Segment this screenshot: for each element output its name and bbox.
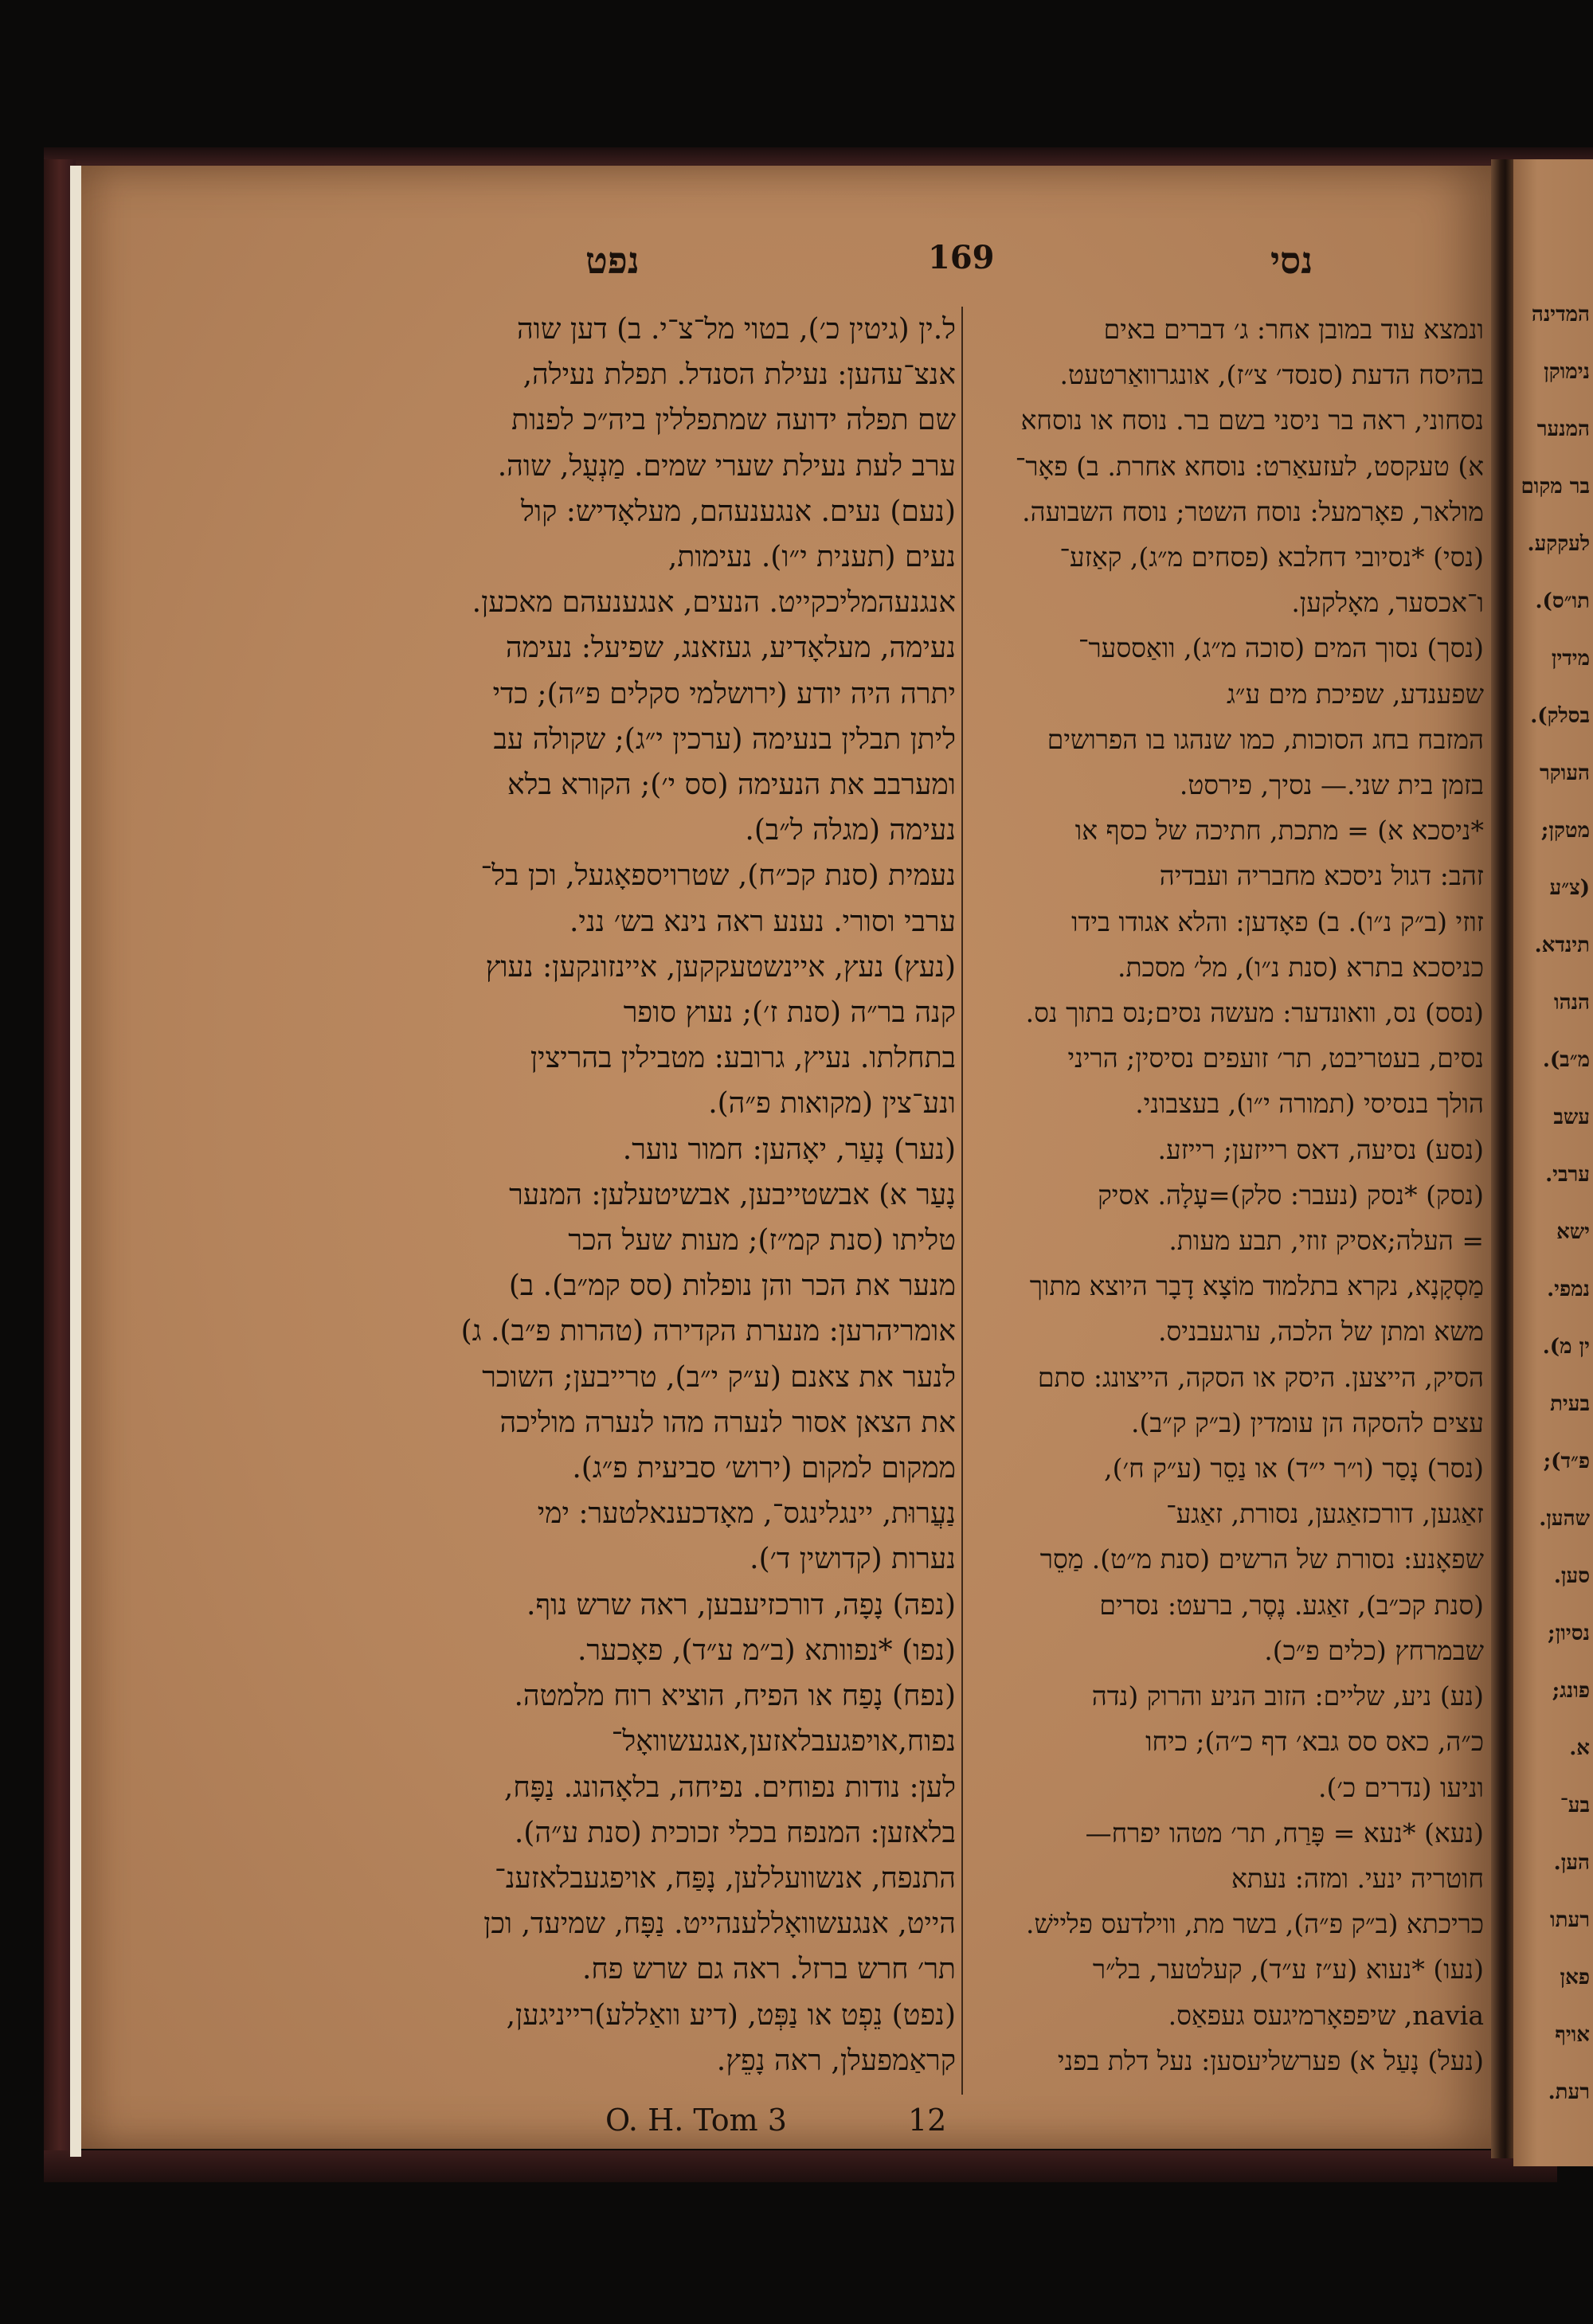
text-line-right: חוטריה ינעי. ומזה: נעתא [1231,1862,1484,1894]
text-line-right: = העלה;אסיק זוזי, תבע מעות. [1168,1225,1484,1257]
text-line-left: (נער) נָעַר, יאָהען: חמור נוער. [622,1133,956,1166]
text-line-right: וניעו (נדרים כ׳). [1318,1771,1484,1803]
text-line-right: נסים, בעטריבט, תר׳ זועפים נסיסין; הריני [1067,1043,1484,1074]
text-line-left: קנה בר״ה (סנת ז׳); נעוץ סופר [623,996,956,1030]
facing-page-text: ישא [1556,1220,1590,1244]
facing-page-text: פ״ד); [1543,1450,1590,1473]
text-line-right: הולך בנסיסי (תמורה י״ו), בעצבוני. [1135,1088,1484,1120]
book-cover-bottom-edge [44,2150,1557,2182]
text-line-right: *ניסכא א) = מתכת, חתיכה של כסף או [1074,815,1484,847]
facing-page-text: העוקר [1539,761,1590,785]
text-line-right: מַסְקָנָא, נקרא בתלמוד מוֹצָא דָבָר היוצא מתוך [1029,1270,1484,1302]
text-line-right: (נעל) נָעַל א) פערשליעסען: נעל דלת בפני [1057,2044,1484,2076]
text-line-left: אנצ־עהען: נעילת הסנדל. תפלת נעילה, [523,358,956,392]
text-line-right: (נעא) *נעא = פָּרַח, תר׳ מטהו יפרח— [1085,1817,1484,1849]
facing-page-text: המדינה [1531,303,1590,327]
facing-page-text: עשב [1553,1105,1590,1129]
facing-page-text: ערבי. [1545,1163,1590,1187]
facing-page-text: הען. [1553,1851,1590,1875]
text-line-right: (נע) ניע, שליים: הזוב הניע והרוק (נדה [1091,1680,1484,1712]
running-head-left: נפט [585,239,640,282]
text-line-left: ל.ין (גיטין כ׳), בטוי מל־צ־י. ב) דען שוה [516,313,956,346]
text-line-right: שפאָנע: נסורת של הרשים (סנת מ״ט). מַסֵר [1039,1543,1484,1575]
text-line-right: נסחוני, ראה בר ניסני בשם בר. נוסח או נוסחא [1020,405,1484,436]
facing-page-text: לעקקע. [1527,532,1590,556]
facing-page-text: רעת. [1548,2080,1590,2104]
text-line-left: בלאזען: המנפח בכלי זכוכית (סנת ע״ה). [514,1816,956,1849]
text-line-right: משא ומתן של הלכה, ערגעבניס. [1157,1316,1484,1348]
text-line-right: (נסס) נס, וואונדער: מעשה נסים;נס בתוך נס. [1025,997,1484,1029]
text-line-left: נעימה, מעלאָדיע, געזאנג, שפיעל: נעימה [505,632,956,665]
facing-page-text: המנער [1536,417,1590,441]
text-line-left: (נעץ) נעץ, איינשטעקקען, איינזונקען: נעוץ [485,950,956,984]
facing-page-text: פונג; [1552,1679,1590,1703]
text-line-left: נעים (תענית י״ו). נעימות, [667,541,956,574]
text-line-left: בתחלתו. נעיץ, גרובע: מטבילין בהריצין [530,1042,956,1075]
text-line-left: נעימה (מגלה ל״ב). [745,814,956,847]
facing-page-text: רעתו [1550,1908,1590,1932]
facing-page-text: תינדא. [1534,933,1590,957]
text-line-right: (נסע) נסיעה, דאס רייזען; רייזע. [1157,1133,1484,1165]
page-number: 169 [928,239,995,276]
text-line-right: זהב: דגול ניסכא מחבריה ועבדיה [1159,860,1484,892]
text-line-left: ונע־צין (מקואות פ״ה). [708,1087,956,1121]
text-line-left: טליתו (סנת קמ״ז); מעות שעל הכר [568,1224,956,1258]
text-line-left: יתרה היה יודע (ירושלמי סקלים פ״ה); כדי [492,677,956,710]
facing-page-text: בע־ [1560,1794,1590,1817]
running-head-right: נסי [1270,239,1313,282]
text-line-right: זוזי (ב״ק נ״ו). ב) פאָדען: והלא אגודו בידו [1071,906,1484,937]
text-line-right: ו־אכסער, מאָלקען. [1291,587,1484,619]
text-line-right: (נסר) נָסַר (ו״ר י״ד) או נַסֵר (ע״ק ח׳), [1104,1453,1484,1485]
text-line-left: אנגנעהמליכקייט. הנעים, אנגענעהם מאכען. [472,586,956,620]
facing-page-text: תו״ס). [1535,589,1590,613]
text-line-right: הסיק, הייצען. היסק או הסקה, הייצונג: סתם [1037,1361,1484,1393]
text-column-right [968,307,1484,2099]
facing-page-text: מ״ב). [1542,1048,1590,1072]
facing-page-text: (צ״ע [1549,876,1590,900]
facing-page-text: בר מקום [1521,475,1590,499]
text-line-left: ערב לעת נעילת שערי שמים. מַנְעֻל, שוה. [497,449,956,483]
text-line-left: (נפח) נָפַח או הפיח, הוציא רוח מלמטה. [514,1680,956,1713]
text-line-left: קראַמפעלן, ראה נָפֵץ. [716,2044,956,2077]
facing-page-text: נמפי. [1547,1277,1590,1301]
text-line-right: זאַגען, דורכזאַגען, נסורת, זאַגע־ [1165,1498,1484,1530]
printer-signature: O. H. Tom 3 [605,2103,787,2138]
text-line-left: (נעם) נעים. אנגענעהם, מעלאָדיש: קול [521,495,956,528]
facing-page-text: א. [1569,1736,1590,1760]
text-line-left: את הצאן אסור לנערה מהו לנערה מוליכה [499,1406,956,1439]
text-line-left: (נפו) *נפוותא (ב״מ ע״ד), פאָכער. [577,1633,956,1667]
facing-page-text: נימוקן [1544,360,1590,384]
text-line-right: המזבח בחג הסוכות, כמו שנהגו בו הפרושים [1047,723,1484,755]
column-divider [961,307,963,2095]
text-column-left [350,307,956,2099]
text-line-left: ומערבב את הנעימה (סס י׳); הקורא בלא [507,769,956,802]
facing-page-text: שהען. [1539,1507,1590,1531]
text-line-right: מולאר, פאָרמעל: נוסח השטר; נוסח השבועה. [1022,495,1484,527]
text-line-right: (נסך) נסוך המים (סוכה מ״ג), וואַססער־ [1078,632,1484,664]
facing-page-text: פאן [1560,1966,1590,1989]
sheet-number: 12 [908,2103,947,2138]
facing-page-text: מידין [1551,647,1590,671]
text-line-right: בהיסח הדעת (סנסד׳ צ״ז), אונגרוואַרטעט. [1059,359,1484,391]
text-line-right: כ״ה, כאס סס גבא׳ דף כ״ה); כיחו [1145,1726,1484,1758]
text-line-right: בזמן בית שני.— נסיך, פירסט. [1179,769,1484,801]
text-line-left: (נפה) נָפָה, דורכזיעבען, ראה שרש נוף. [526,1588,956,1622]
page-block-edge [70,166,81,2157]
facing-page-text: הנהו [1553,991,1590,1015]
text-line-right: עצים להסקה הן עומדין (ב״ק ק״ב). [1131,1407,1484,1438]
text-line-left: לנער את צאנם (ע״ק י״ב), טרייבען; השוכר [482,1360,956,1394]
facing-page-text: אויף [1555,2023,1590,2047]
book-gutter [1491,159,1515,2158]
text-line-right: navia, שיפפאָרמיגעס געפאַס. [1168,1999,1484,2031]
text-line-left: נעמית (סנת קכ״ח), שטרויספאָגעל, וכן בל־ [480,859,956,893]
text-line-left: נפוח,אויפגעבלאזען,אנגעשוואָל־ [611,1725,956,1759]
text-line-left: נַעֲרוּת, יינגלינגס־, מאָדכענאלטער: ימי [537,1497,956,1531]
text-line-right: שבמרחץ (כלים פ״כ). [1264,1634,1484,1666]
text-line-left: שם תפלה ידועה שמתפללין ביה״כ לפנות [511,404,956,437]
text-line-left: התנפח, אנשוועללען, נָפַּח, אויפגעבלאזענ־ [495,1861,956,1895]
text-line-left: ערבי וסורי. נענע ראה נינא בש׳ נני. [569,905,956,938]
text-line-left: תר׳ חרש ברזל. ראה גם שרש פח. [581,1953,956,1986]
text-line-right: ונמצא עוד במובן אחר: ג׳ דברים באים [1103,314,1484,345]
text-line-left: נערות (קדושין ד׳). [750,1543,956,1576]
text-line-left: ממקום למקום (ירוש׳ סביעית פ״ג). [572,1452,956,1485]
facing-page-text: בעית [1550,1392,1590,1416]
text-line-left: הייט, אנגעשוואָללענהייט. נַפָּח, שמיעד, וכן [483,1907,956,1941]
text-line-right: כניסכא בתרא (סנת נ״ו), מל׳ מסכת. [1117,951,1484,983]
text-line-right: (סנת קכ״ב), זאַגע. נֶסֶר, ברעט: נסרים [1099,1589,1484,1621]
facing-page-text: נסיון; [1548,1622,1590,1645]
text-line-right: א) טעקסט, לעזעאַרט: נוסחא אחרת. ב) פאָר־ [1015,450,1484,482]
facing-page-fragment [1513,159,1593,2166]
facing-page-text: סען. [1553,1564,1590,1588]
facing-page-text: בסלק). [1530,704,1590,728]
text-line-right: (נסי) *נסיובי דחלבא (פסחים מ״ג), קאַזע־ [1059,542,1484,573]
text-line-left: ליתן תבלין בנעימה (ערכין י״ג); שקולה עב [493,722,956,756]
text-line-right: (נסק) *נסק (נעבר: סלק)=עָלָה. אסיק [1098,1179,1484,1211]
text-line-right: (נעו) *נעוא (ע״ז ע״ד), קעלטער, בל״ר [1092,1954,1484,1986]
facing-page-text: מטקן; [1540,819,1590,843]
text-line-left: (נפט) נֵפְט או נַפְּט, (דיע וואַללע)רייניגען, [506,1998,956,2032]
facing-page-text: ין מ). [1542,1335,1590,1359]
text-line-left: אומריהרען: מנערת הקדירה (טהרות פ״ב). ג) [460,1315,956,1348]
text-line-left: לען: נודות נפוחים. נפיחה, בלאָהונג. נַפָּח, [503,1770,956,1804]
text-line-left: נָעַר א) אבשטייבען, אבשיטעלען: המנער [509,1178,956,1211]
text-line-right: שפענדע, שפיכת מים ע״ג [1226,678,1484,710]
text-line-right: כריכתא (ב״ק פ״ה), בשר מת, ווילדעס פליישׁ. [1026,1908,1484,1940]
text-line-left: מנער את הכר והן נופלות (סס קמ״ב). ב) [508,1270,956,1303]
